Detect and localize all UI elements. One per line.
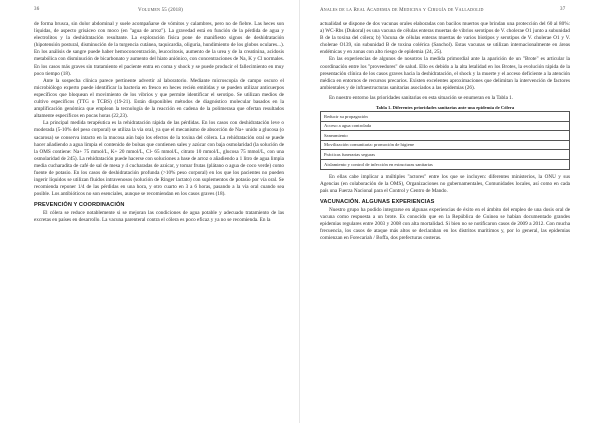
table-row xyxy=(321,140,570,150)
section-heading-vacunacion: VACUNACIÓN. ALGUNAS EXPERIENCIAS xyxy=(320,198,435,205)
table-cell: Prácticas funerarias seguras xyxy=(321,150,570,160)
table-1 xyxy=(320,111,570,170)
table-row xyxy=(321,112,570,122)
right-paragraph-3: En nuestro entorno las prioridades sanitarias en esta situación se enumeran en la Tabla 1. xyxy=(329,94,514,101)
left-running-title: Volumen 55 (2018) xyxy=(138,8,183,13)
left-paragraph-2: Ante la sospecha clínica parece pertinente advertir al laboratorio. Mediante microscopía de campo oscuro el microbiólogo experto puede identificar la bacteria en fresco en heces recién emitidas y se pueden utilizar anticuerpos específicos que bloquean el movimiento de los vibrios y que permite identificar el serotipo. Se utilizan medios de cultivo específicos (TTG o TCBS) (19-21). Están disponibles métodos de diagnóstico molecular basados en la amplificación genómica que emplean la tecnología de la reacción en cadena de la polimerasa que ofertan resultados altamente específicos en pocas horas (22,23). xyxy=(34,77,284,120)
left-column xyxy=(34,21,284,225)
left-paragraph-1: de forma brusca, sin dolor abdominal y suele acompañarse de vómitos y calambres, pero no de fiebre. Las heces son líquidas, de aspecto grisáceo con moco (en "agua de arroz"). La gravedad está en función de la pérdida de agua y electrolitos y la deshidratación resultante. La exploración física pone de manifiesto signos de deshidratación (hipotensión postural, disminución de la turgencia cutánea, taquicardia, oliguria, hundimiento de los globos oculares...). En los análisis de sangre puede haber hemoconcentración, leucocitosis, aumento de la urea y de la creatinina, acidosis metabólica con disminución de bicarbonato y aumento del hiato aniónico, con concentraciones de Na, K y Cl normales. En los casos más graves sin tratamiento el paciente entra en coma y shock y se puede producir el fallecimiento en muy poco tiempo (18). xyxy=(34,21,284,77)
table-row xyxy=(321,121,570,131)
table-1-title: Tabla 1. Diferentes prioridades sanitarias ante una epidemia de Cólera xyxy=(375,105,515,111)
right-running-title: Anales de la Real Academia de Medicina y Cirugía de Valladolid xyxy=(320,8,484,13)
left-paragraph-4: El cólera se reduce notablemente si se mejoran las condiciones de agua potable y adecuado tratamiento de las excretas en países en desarrollo. La vacuna parenteral contra el cólera es poco eficaz y ya no se recomienda. En la xyxy=(34,210,284,224)
left-paragraph-3: La principal medida terapéutica es la rehidratación rápida de las pérdidas. En los casos con deshidratación leve o moderada (5-10% del peso corporal) se utiliza la vía oral, ya que el mecanismo de absorción de Na+ unido a glucosa (o sacarosa) se conserva intacto en la mucosa aún bajo los efectos de la toxina del cólera. La rehidratación oral se puede hacer añadiendo a agua limpia el contenido de bolsas que contienen sales y azúcar con baja osmolaridad (la solución de la OMS contiene: Na+ 75 mmol/L, K+ 20 mmol/L, Cl- 65 mmol/L, citrato 10 mmol/L, glucosa 75 mmol/L, con una osmolaridad de 245). La rehidratación puede hacerse con soluciones a base de arroz o añadiendo a 1 litro de agua limpia media cucharadita de café de sal de mesa y 4 cucharadas de azúcar, y tomar frutas (plátano o agua de coco verde) como fuente de potasio. En los casos de deshidratación profunda (>10% peso corporal) en los que los pacientes no pueden ingerir líquidos se utilizan fluidos intravenosos (solución de Ringer lactato) con suplementos de potasio por vía oral. Se recomienda reponer 1/4 de las pérdidas en una hora, y otro cuarto en 3 a 6 horas, pasando a la vía oral cuando sea posible. Los antibióticos no son esenciales, aunque se recomiendan en los casos graves (18). xyxy=(34,120,284,198)
right-paragraph-1: actualidad se dispone de dos vacunas orales elaboradas con bacilos muertos que brindan una protección del 60 al 80%: a) WC-Rbs (Dukoral) es una vacuna de células enteras muertas de vibrios serotipos de V. cholerae O1 junto a subunidad B de la toxina del cólera; b) Vacuna de células enteras muertas de varios biotipos y serotipos de V. cholerae O1 y V. cholerae O139, sin subunidad B de toxina colérica (Sanchol). Estas vacunas se utilizan internacionalmente en áreas endémicas y en zonas con alto riesgo de epidemia (24, 25). xyxy=(320,21,570,56)
left-page-number: 36 xyxy=(34,7,40,12)
table-row xyxy=(321,131,570,141)
table-cell: Reducir su propagación xyxy=(321,112,570,122)
table-cell: Saneamiento xyxy=(321,131,570,141)
right-column xyxy=(320,21,570,242)
right-page-number: 37 xyxy=(560,7,566,12)
section-heading-prevencion: PREVENCIÓN Y COORDINACIÓN xyxy=(34,202,125,209)
table-cell: Aislamiento y control de infección en estructuras sanitarias xyxy=(321,160,570,170)
table-cell: Acceso a agua controlada xyxy=(321,121,570,131)
table-row xyxy=(321,150,570,160)
table-cell: Movilización comunitaria: promoción de higiene xyxy=(321,140,570,150)
right-paragraph-5: Nuestro grupo ha podido integrarse en algunas experiencias de éxito en el ámbito del empleo de una dosis oral de vacuna como respuesta a un brote. Es conocido que en la República de Guinea se habían documentado grandes epidemias regulares entre 2003 y 2008 con alta mortalidad. Si bien no se notificaron casos de 2009 a 2012. Con mucha frecuencia, los casos de ataque más altos se declaraban en los distritos marítimos y, por lo general, las epidemias comienzan en Forecariah / Boffa, dos prefecturas costeras. xyxy=(320,206,570,242)
right-paragraph-2: En las experiencias de algunos de nosotros la medida primordial ante la aparición de un "Brote" es articular la coordinación entre los "proveedores" de salud. Ello es debido a la alta letalidad en los Brotes, la evolución rápida de la presentación clínica de los casos graves hacia la deshidratación, el shock y la muerte y el acceso deficiente a la atención médica en entornos de recursos precarios. Existen excelentes aproximaciones que delimitan la intervención de factores ambientales y de infraestructuras sanitarias asociados a las epidemias (26). xyxy=(320,56,570,91)
right-page xyxy=(300,0,600,423)
right-paragraph-4: En ellas cabe implicar a múltiples "actores" entre los que se incluyen: diferentes ministerios, la ONU y sus Agencias (en colaboración de la OMS), Organizaciones no gubernamentales, Comunidades locales, así como en cada país una Fuerza Nacional para el Control y Centro de Mando. xyxy=(320,173,570,194)
table-row xyxy=(321,160,570,170)
